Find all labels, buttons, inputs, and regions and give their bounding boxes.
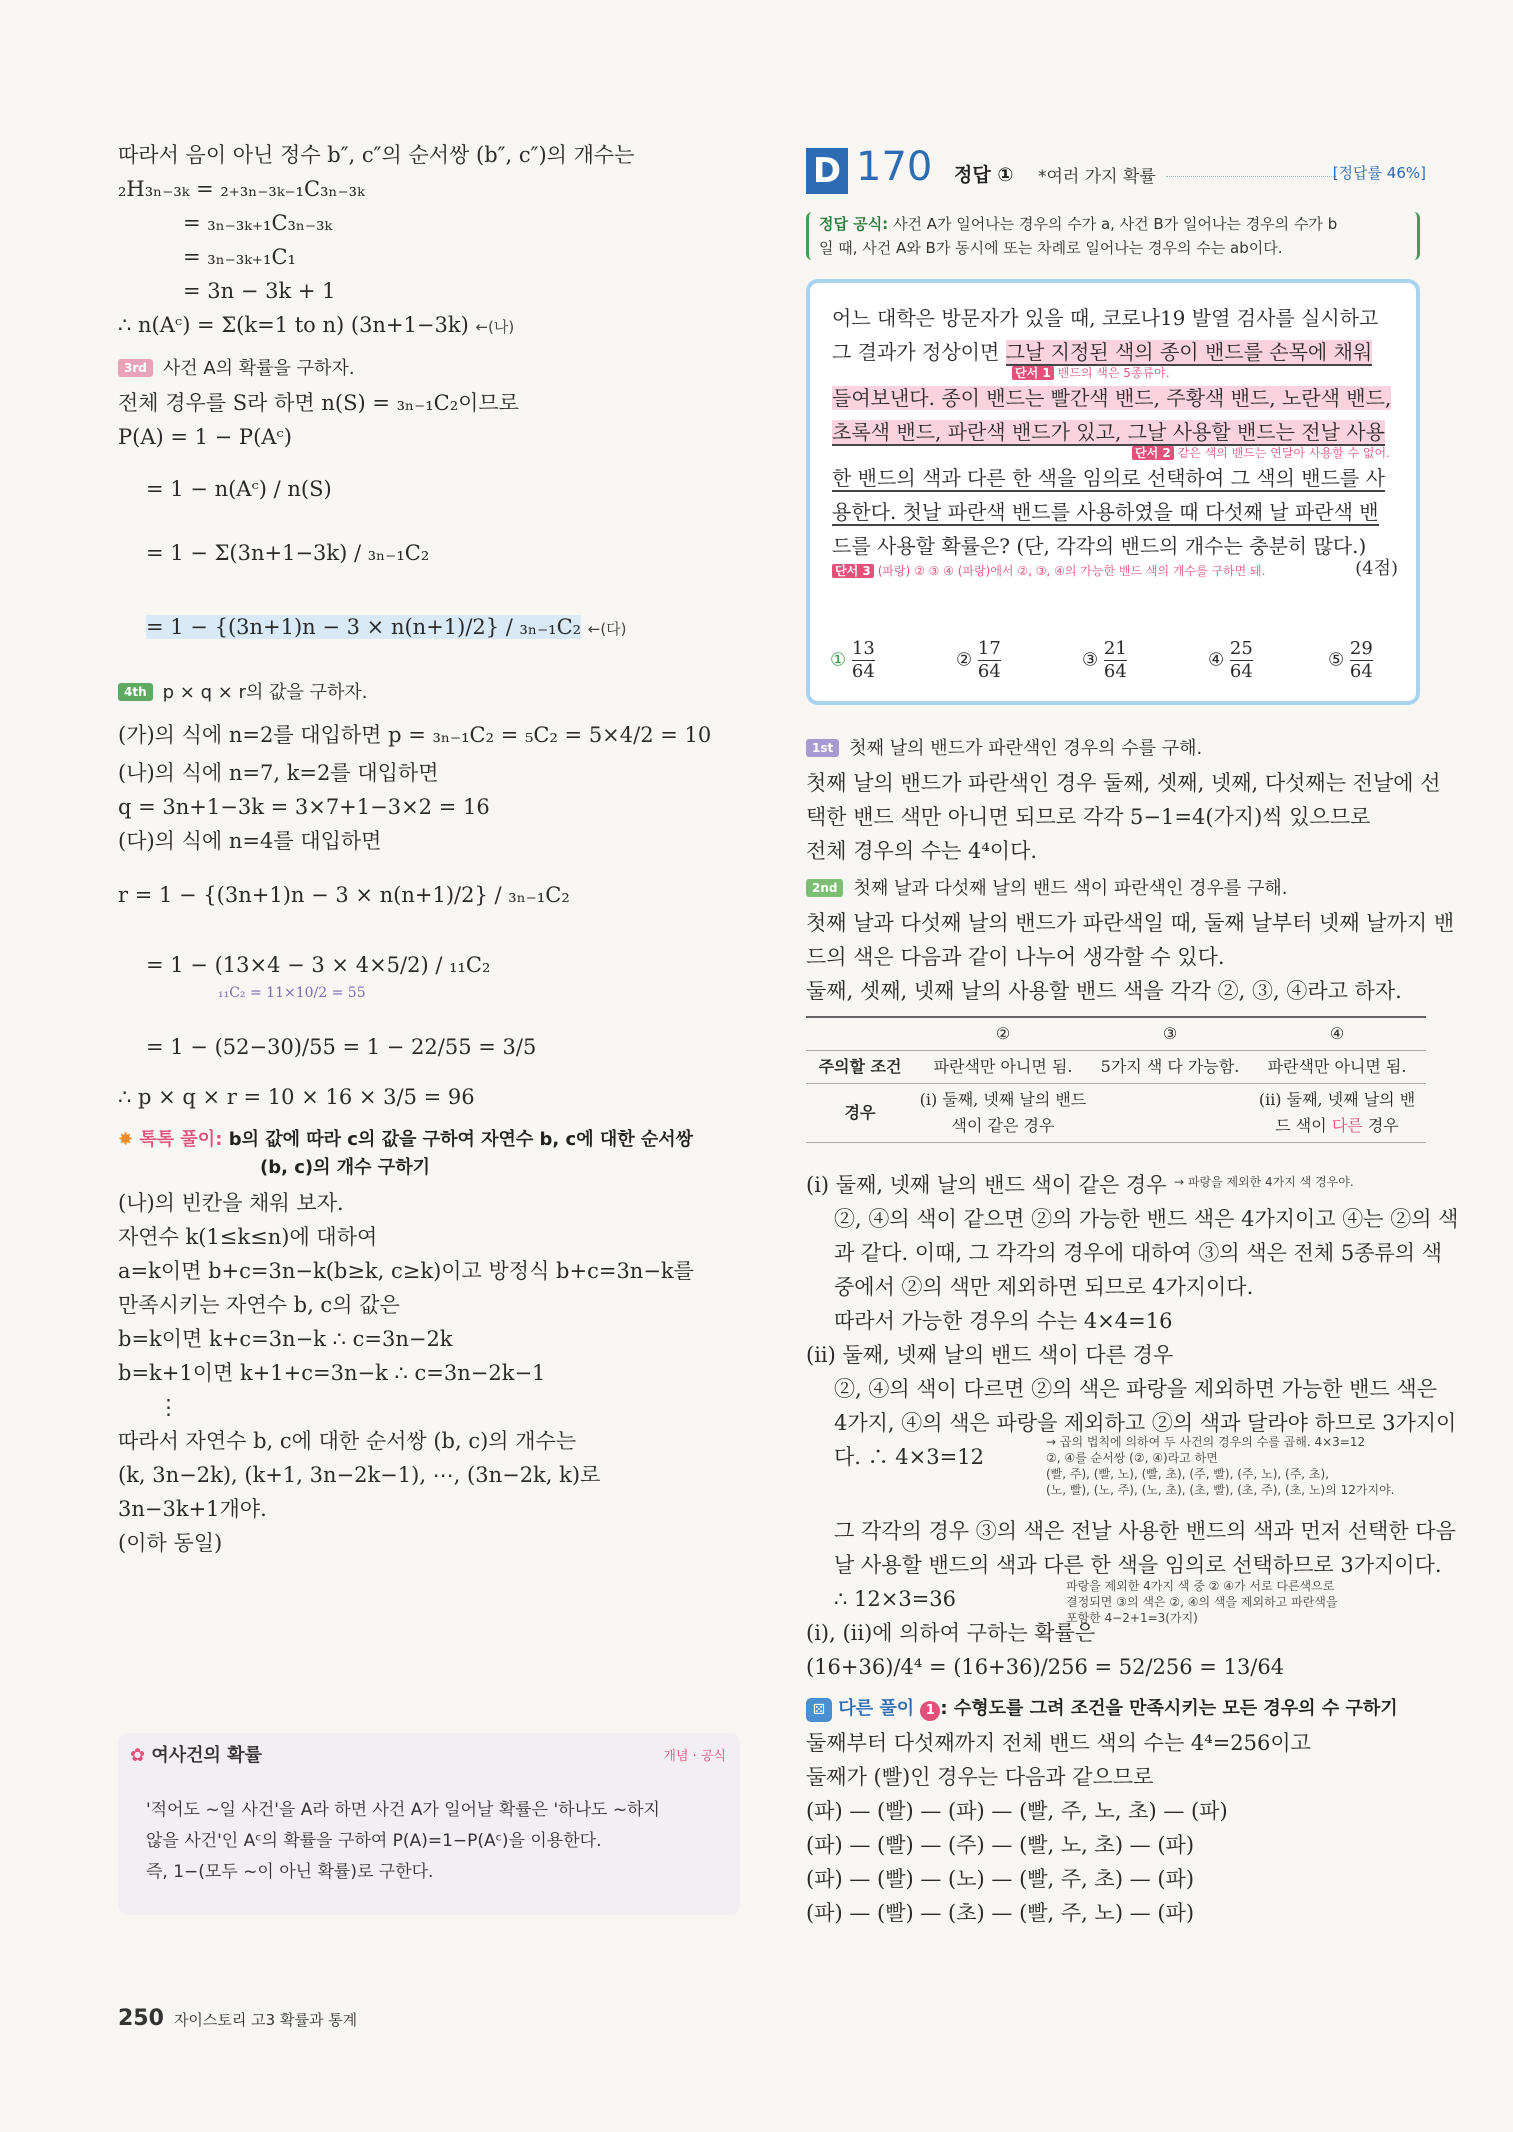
equation: q = 3n+1−3k = 3×7+1−3×2 = 16: [118, 795, 490, 819]
tip-label: 톡톡 풀이:: [139, 1129, 223, 1150]
text-line: 택한 밴드 색만 아니면 되므로 각각 5−1=4(가지)씩 있으므로: [806, 805, 1371, 829]
book-title: 자이스토리 고3 확률과 통계: [173, 2011, 358, 2029]
tip-heading: [118, 1126, 740, 1154]
text-line: [806, 1435, 1426, 1497]
question-line: [832, 381, 1398, 415]
step-tag: 1st: [806, 739, 839, 757]
side-note: [1066, 1578, 1337, 1626]
concept-title-text: 여사건의 확률: [151, 1745, 262, 1766]
condition-table: [806, 1016, 1426, 1143]
choice-mark: ⑤: [1328, 649, 1345, 671]
question-header: [806, 144, 1426, 196]
sum-equation: ∴ n(Aᶜ) = Σ(k=1 to n) (3n+1−3k): [118, 313, 469, 337]
question-line: [832, 335, 1398, 369]
equation: = 3n − 3k + 1: [183, 279, 336, 303]
text-line: 따라서 가능한 경우의 수는 4×4=16: [834, 1309, 1173, 1333]
final-probability: (16+36)/4⁴ = (16+36)/256 = 52/256 = 13/64: [806, 1655, 1285, 1679]
table-header: [806, 1017, 914, 1051]
correct-rate: [정답률 46%]: [1332, 164, 1426, 182]
left-column: [118, 138, 740, 1560]
question-fragment: 드를 사용할 확률은? (단, 각각의 밴드의 개수는 충분히 많다.): [832, 534, 1367, 558]
step-title: 사건 A의 확률을 구하자.: [162, 358, 355, 379]
solution-steps: [806, 728, 1455, 1008]
clue-tag: 단서 1: [1012, 366, 1054, 380]
dice-icon: ⚄: [806, 1698, 832, 1722]
table-cell: 파란색만 아니면 됨.: [914, 1051, 1092, 1084]
alt-number: 1: [925, 1703, 935, 1718]
step-2: [806, 872, 1426, 906]
clue-text: (파랑) ② ③ ④ (파랑)에서 ②, ③, ④의 가능한 밴드 색의 개수를 구하면 돼.: [877, 564, 1266, 578]
clue-tag: 단서 2: [1132, 446, 1174, 460]
choice-4[interactable]: [1208, 638, 1253, 683]
side-note: [1046, 1434, 1394, 1498]
level-badge: D: [806, 148, 848, 194]
clue-underline: 그날 지정된 색의 종이 밴드를 손목에 채워: [1005, 340, 1373, 364]
choice-3[interactable]: [1082, 638, 1127, 683]
clue-3: [832, 558, 1398, 579]
blank-marker: ←(나): [475, 318, 515, 336]
text-line: [806, 1168, 1426, 1202]
table-row-head: 경우: [806, 1084, 914, 1143]
denominator: 64: [1103, 661, 1127, 682]
step-1: [806, 732, 1426, 766]
text-line: 즉, 1−(모두 ~이 아닌 확률)로 구한다.: [146, 1862, 434, 1882]
text-line: 따라서 자연수 b, c에 대한 순서쌍 (b, c)의 개수는: [118, 1429, 577, 1453]
topic-label: *여러 가지 확률: [1038, 167, 1156, 187]
denominator: 64: [1229, 661, 1253, 682]
concept-badge: 개념 · 공식: [663, 1749, 726, 1764]
equation: = 1 − (13×4 − 3 × 4×5/2) / ₁₁C₂: [146, 953, 491, 977]
text-line: 첫째 날의 밴드가 파란색인 경우 둘째, 셋째, 넷째, 다섯째는 전날에 선: [806, 771, 1441, 795]
table-cell: [1248, 1084, 1426, 1143]
tree-line: (파) — (빨) — (노) — (빨, 주, 초) — (파): [806, 1867, 1195, 1891]
alt-label: 다른 풀이: [838, 1698, 915, 1719]
text-line: (k, 3n−2k), (k+1, 3n−2k−1), ⋯, (3n−2k, k)로: [118, 1463, 601, 1487]
case-analysis: [806, 1168, 1459, 1930]
text-line: b=k+1이면 k+1+c=3n−k ∴ c=3n−2k−1: [118, 1361, 546, 1385]
text-line: (나)의 빈칸을 채워 보자.: [118, 1191, 344, 1215]
flower-icon: ✿: [130, 1745, 152, 1766]
equation: P(A) = 1 − P(Aᶜ): [118, 425, 292, 449]
page-footer: [118, 2006, 357, 2031]
text-line: 자연수 k(1≤k≤n)에 대하여: [118, 1225, 378, 1249]
text-line: 둘째, 셋째, 넷째 날의 사용할 밴드 색을 각각 ②, ③, ④라고 하자.: [806, 979, 1402, 1003]
note-line: → 곱의 법칙에 의하여 두 사건의 경우의 수를 곱해. 4×3=12: [1046, 1435, 1366, 1449]
question-line: [832, 529, 1398, 563]
note-line: (빨, 주), (빨, 노), (빨, 초), (주, 빨), (주, 노), (주, 초),: [1046, 1467, 1330, 1481]
table-header: ④: [1248, 1017, 1426, 1051]
concept-title: [130, 1741, 262, 1767]
numerator: 29: [1349, 638, 1373, 659]
case-result: 다. ∴ 4×3=12: [834, 1445, 984, 1469]
equation: [118, 610, 740, 646]
note-line: 포함한 4−2+1=3(가지): [1066, 1611, 1198, 1625]
choice-mark: ③: [1082, 649, 1099, 671]
text-line: 첫째 날과 다섯째 날의 밴드가 파란색일 때, 둘째 날부터 넷째 날까지 밴: [806, 911, 1455, 935]
answer-formula: [806, 212, 1420, 260]
choice-fraction: [978, 638, 1001, 683]
numerator: 17: [977, 638, 1001, 659]
step-title: 첫째 날의 밴드가 파란색인 경우의 수를 구해.: [849, 738, 1203, 759]
question-number: 170: [856, 144, 933, 190]
text-line: 과 같다. 이때, 그 각각의 경우에 대하여 ③의 색은 전체 5종류의 색: [834, 1241, 1443, 1265]
dotted-divider: [1166, 176, 1336, 177]
question-fragment: 한 밴드의 색과 다른 한 색을 임의로 선택하여 그 색의 밴드를 사: [832, 466, 1385, 490]
table-header: ③: [1092, 1017, 1248, 1051]
text-line: (i), (ii)에 의하여 구하는 확률은: [806, 1621, 1096, 1645]
choice-1[interactable]: [830, 638, 875, 683]
text-line: 드의 색은 다음과 같이 나누어 생각할 수 있다.: [806, 945, 1225, 969]
text-line: ⋮: [158, 1395, 179, 1419]
concept-box: [118, 1733, 740, 1915]
case-result: ∴ 12×3=36: [834, 1587, 957, 1611]
answer-label: 정답 ①: [954, 164, 1014, 186]
cell-text-red: 다른: [1331, 1116, 1363, 1135]
question-line: [832, 415, 1398, 449]
star-icon: ✸: [118, 1129, 134, 1150]
denominator: 64: [977, 661, 1001, 682]
equation: ∴ p × q × r = 10 × 16 × 3/5 = 96: [118, 1085, 475, 1109]
step-title: p × q × r의 값을 구하자.: [162, 682, 368, 703]
text-line: a=k이면 b+c=3n−k(b≥k, c≥k)이고 방정식 b+c=3n−k를: [118, 1259, 694, 1283]
tree-line: (파) — (빨) — (주) — (빨, 노, 초) — (파): [806, 1833, 1195, 1857]
choice-fraction: [1350, 638, 1373, 683]
cell-text: (ii) 둘째, 넷째 날의 밴드 색이: [1258, 1090, 1416, 1135]
table-cell: 5가지 색 다 가능함.: [1092, 1051, 1248, 1084]
step-title: 첫째 날과 다섯째 날의 밴드 색이 파란색인 경우를 구해.: [853, 878, 1288, 899]
text-line: 따라서 음이 아닌 정수 b″, c″의 순서쌍 (b″, c″)의 개수는: [118, 143, 635, 167]
equation: = 1 − n(Aᶜ) / n(S): [146, 477, 332, 501]
text-line: ②, ④의 색이 같으면 ②의 가능한 밴드 색은 4가지이고 ④는 ②의 색: [834, 1207, 1459, 1231]
choice-2[interactable]: [956, 638, 1001, 683]
question-line: [832, 461, 1398, 495]
alt-title: 수형도를 그려 조건을 만족시키는 모든 경우의 수 구하기: [953, 1698, 1398, 1719]
choice-mark: ④: [1208, 649, 1225, 671]
text-line: 날 사용할 밴드의 색과 다른 한 색을 임의로 선택하므로 3가지이다.: [834, 1553, 1442, 1577]
numerator: 25: [1229, 638, 1253, 659]
text-line: 않을 사건'인 Aᶜ의 확률을 구하여 P(A)=1−P(Aᶜ)을 이용한다.: [146, 1831, 602, 1851]
page-number: 250: [118, 2006, 164, 2031]
tree-line: (파) — (빨) — (초) — (빨, 주, 노) — (파): [806, 1901, 1195, 1925]
text-line: b=k이면 k+c=3n−k ∴ c=3n−2k: [118, 1327, 453, 1351]
choice-fraction: [1104, 638, 1127, 683]
tip-section: [118, 1126, 740, 1182]
case-title: (ii) 둘째, 넷째 날의 밴드 색이 다른 경우: [806, 1343, 1174, 1367]
question-line: 어느 대학은 방문자가 있을 때, 코로나19 발열 검사를 실시하고: [832, 306, 1379, 330]
note-line: ②, ④를 순서쌍 (②, ④)라고 하면: [1046, 1451, 1218, 1465]
text-line: 둘째가 (빨)인 경우는 다음과 같으므로: [806, 1765, 1154, 1789]
formula-text: 사건 A가 일어나는 경우의 수가 a, 사건 B가 일어나는 경우의 수가 b: [892, 215, 1338, 233]
table-cell: [1092, 1084, 1248, 1143]
clue-tag: 단서 3: [832, 564, 874, 578]
clue-highlight: 초록색 밴드, 파란색 밴드가 있고, 그날 사용할 밴드는 전날 사용: [832, 420, 1385, 444]
blank-marker: ←(다): [587, 620, 627, 638]
equation: ₂H₃ₙ₋₃ₖ = ₂₊₃ₙ₋₃ₖ₋₁C₃ₙ₋₃ₖ: [118, 177, 365, 201]
equation: r = 1 − {(3n+1)n − 3 × n(n+1)/2} / ₃ₙ₋₁C₂: [118, 883, 570, 907]
text-line: 중에서 ②의 색만 제외하면 되므로 4가지이다.: [834, 1275, 1254, 1299]
note-line: 파랑을 제외한 4가지 색 중 ② ④가 서로 다른색으로: [1066, 1579, 1335, 1593]
text-line: (나)의 식에 n=7, k=2를 대입하면: [118, 761, 439, 785]
equation: = 1 − Σ(3n+1−3k) / ₃ₙ₋₁C₂: [146, 541, 430, 565]
table-row-head: 주의할 조건: [806, 1051, 914, 1084]
numerator: 13: [851, 638, 875, 659]
choice-5[interactable]: [1328, 638, 1373, 683]
table-cell: (i) 둘째, 넷째 날의 밴드 색이 같은 경우: [914, 1084, 1092, 1143]
table-header: ②: [914, 1017, 1092, 1051]
sub-note: ₁₁C₂ = 11×10/2 = 55: [218, 985, 366, 1001]
question-fragment: 그 결과가 정상이면: [832, 340, 1006, 364]
text-line: 둘째부터 다섯째까지 전체 밴드 색의 수는 4⁴=256이고: [806, 1731, 1311, 1755]
equation: = ₃ₙ₋₃ₖ₊₁C₃ₙ₋₃ₖ: [183, 211, 333, 235]
side-note: → 파랑을 제외한 4가지 색 경우야.: [1174, 1175, 1354, 1189]
clue-highlight: 들여보낸다. 종이 밴드는 빨간색 밴드, 주황색 밴드, 노란색 밴드,: [832, 386, 1392, 410]
text-line: '적어도 ~일 사건'을 A라 하면 사건 A가 일어날 확률은 '하나도 ~하지: [146, 1800, 660, 1820]
text-line: 만족시키는 자연수 b, c의 값은: [118, 1293, 400, 1317]
alt-solution-heading: ⚄ 다른 풀이 1 : 수형도를 그려 조건을 만족시키는 모든 경우의 수 구하기: [806, 1692, 1426, 1726]
text-line: (이하 동일): [118, 1531, 223, 1555]
step-tag: 3rd: [118, 359, 153, 377]
text-line: 4가지, ④의 색은 파랑을 제외하고 ②의 색과 달라야 하므로 3가지이: [834, 1411, 1457, 1435]
equation: (가)의 식에 n=2를 대입하면 p = ₃ₙ₋₁C₂ = ₅C₂ = 5×4/2 = 10: [118, 723, 712, 747]
step-4: [118, 676, 740, 710]
clue-text: 밴드의 색은 5종류야.: [1057, 366, 1170, 380]
note-line: 결정되면 ③의 색은 ②, ④의 색을 제외하고 파란색을: [1066, 1595, 1338, 1609]
choice-fraction: [1230, 638, 1253, 683]
numerator: 21: [1103, 638, 1127, 659]
question-line: [832, 495, 1398, 529]
text-line: [806, 1579, 1426, 1625]
formula-text: 일 때, 사건 A와 B가 동시에 또는 차례로 일어나는 경우의 수는 ab이다.: [819, 239, 1283, 257]
tip-title-2: (b, c)의 개수 구하기: [260, 1157, 430, 1178]
question-box: [806, 279, 1420, 705]
case-title: (i) 둘째, 넷째 날의 밴드 색이 같은 경우: [806, 1173, 1167, 1197]
denominator: 64: [851, 661, 875, 682]
text-line: ②, ④의 색이 다르면 ②의 색은 파랑을 제외하면 가능한 밴드 색은: [834, 1377, 1438, 1401]
text-line: (다)의 식에 n=4를 대입하면: [118, 829, 382, 853]
equation: [118, 308, 740, 344]
step-tag: 2nd: [806, 879, 843, 897]
tip-body: [118, 1186, 740, 1560]
choice-mark: ②: [956, 649, 973, 671]
choice-fraction: [852, 638, 875, 683]
highlighted-equation: = 1 − {(3n+1)n − 3 × n(n+1)/2} / ₃ₙ₋₁C₂: [146, 615, 582, 639]
equation: = ₃ₙ₋₃ₖ₊₁C₁: [183, 245, 296, 269]
cell-text: 경우: [1367, 1116, 1399, 1135]
text-line: 3n−3k+1개야.: [118, 1497, 267, 1521]
text-line: 전체 경우의 수는 4⁴이다.: [806, 839, 1038, 863]
step-tag: 4th: [118, 683, 153, 701]
choice-mark: ①: [830, 649, 847, 671]
question-text: [832, 301, 1398, 579]
tip-title: b의 값에 따라 c의 값을 구하여 자연수 b, c에 대한 순서쌍: [228, 1129, 694, 1150]
table-cell: 파란색만 아니면 됨.: [1248, 1051, 1426, 1084]
points-label: (4점): [1355, 558, 1398, 579]
note-line: (노, 빨), (노, 주), (노, 초), (초, 빨), (초, 주), (초, 노)의 12가지야.: [1046, 1483, 1395, 1497]
tree-line: (파) — (빨) — (파) — (빨, 주, 노, 초) — (파): [806, 1799, 1228, 1823]
denominator: 64: [1349, 661, 1373, 682]
equation: = 1 − (52−30)/55 = 1 − 22/55 = 3/5: [146, 1035, 537, 1059]
formula-label: 정답 공식:: [819, 215, 889, 233]
alt-number-badge: [920, 1701, 940, 1721]
text-line: 그 각각의 경우 ③의 색은 전날 사용한 밴드의 색과 먼저 선택한 다음: [834, 1519, 1456, 1543]
concept-body: [146, 1795, 716, 1888]
text-line: 전체 경우를 S라 하면 n(S) = ₃ₙ₋₁C₂이므로: [118, 391, 519, 415]
clue-text: 같은 색의 밴드는 연달아 사용할 수 없어.: [1177, 446, 1390, 460]
question-fragment: 용한다. 첫날 파란색 밴드를 사용하였을 때 다섯째 날 파란색 밴: [832, 500, 1379, 524]
step-3: [118, 352, 740, 386]
